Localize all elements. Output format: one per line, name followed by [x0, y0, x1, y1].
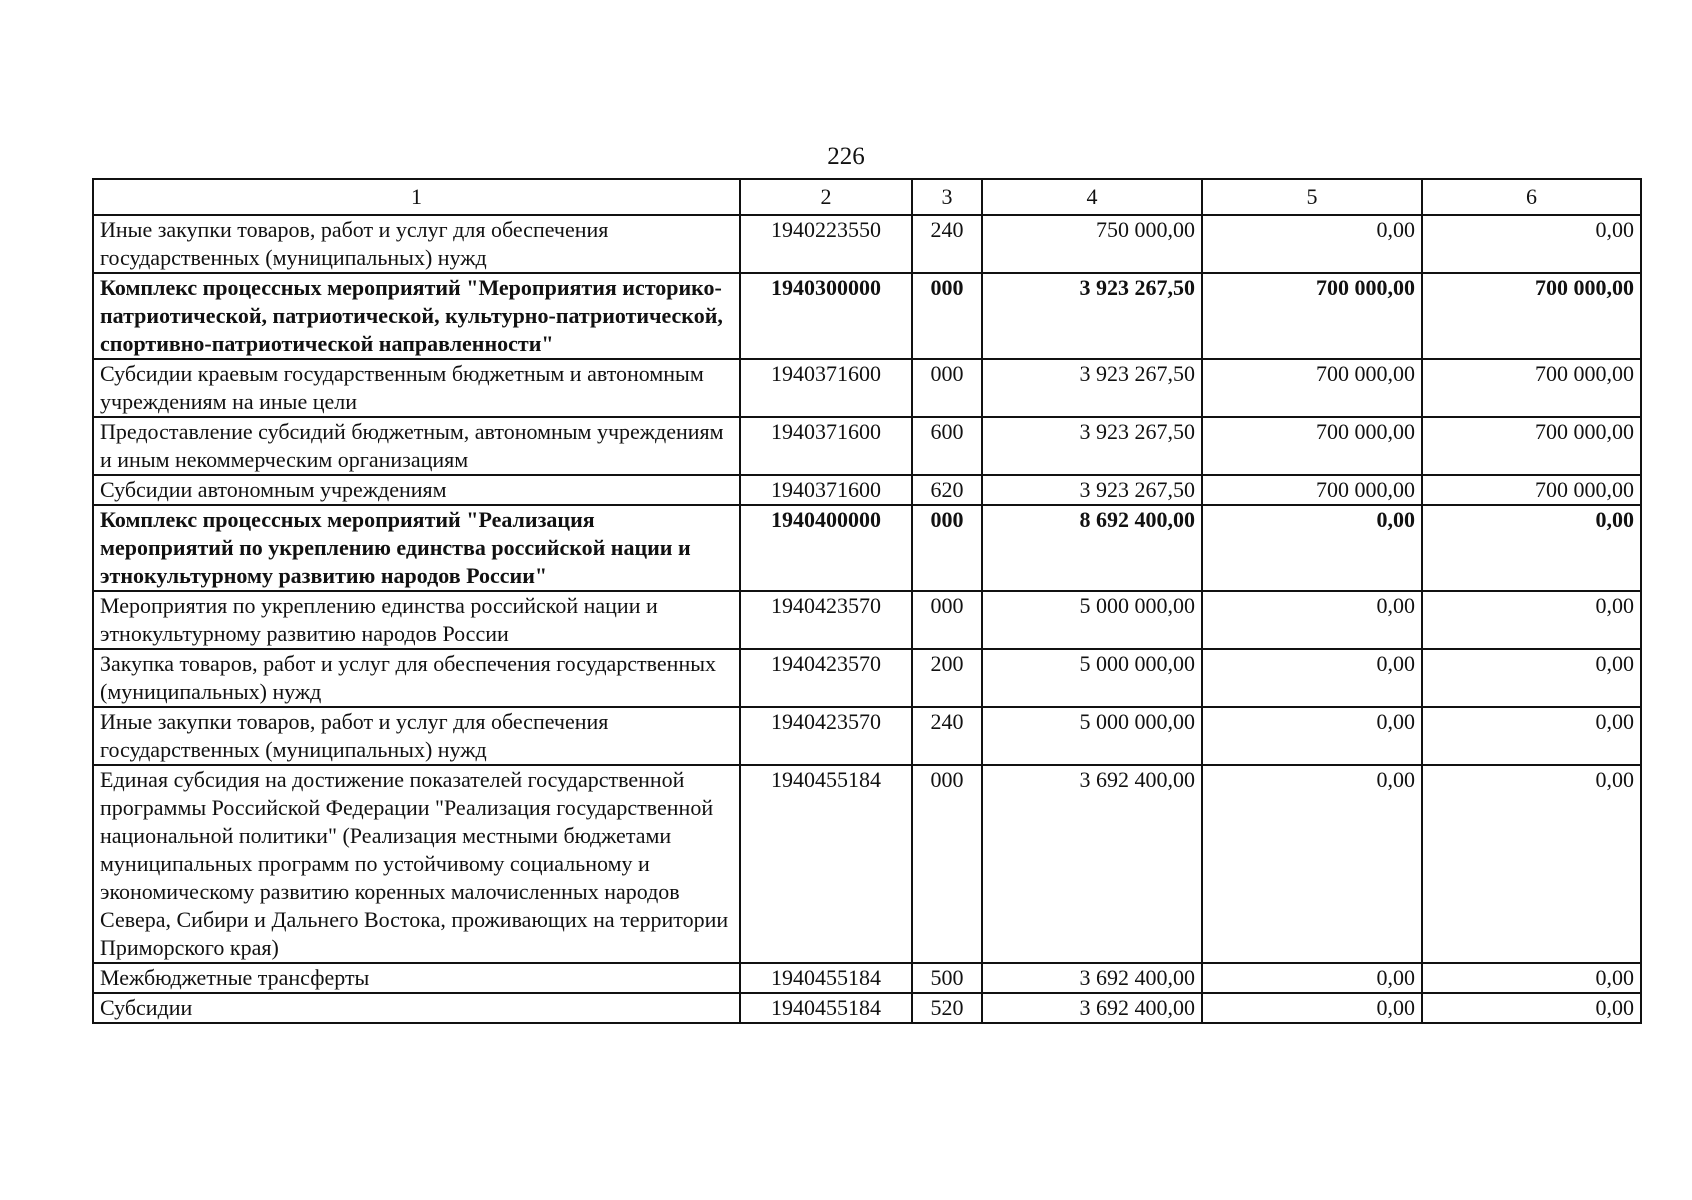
row-code-cell: 1940371600 — [740, 475, 912, 505]
row-name-cell: Мероприятия по укреплению единства российской нации и этнокультурному развитию народов России — [93, 591, 740, 649]
row-name-cell: Закупка товаров, работ и услуг для обеспечения государственных (муниципальных) нужд — [93, 649, 740, 707]
row-expense-type-cell: 520 — [912, 993, 982, 1023]
row-code-cell: 1940300000 — [740, 273, 912, 359]
row-amount-col4-cell: 3 923 267,50 — [982, 475, 1202, 505]
table-body — [93, 215, 1641, 1023]
header-col-4: 4 — [982, 179, 1202, 215]
row-code-cell: 1940455184 — [740, 765, 912, 963]
row-code-cell: 1940371600 — [740, 359, 912, 417]
row-code-cell: 1940400000 — [740, 505, 912, 591]
row-expense-type-cell: 240 — [912, 707, 982, 765]
row-amount-col6-cell: 700 000,00 — [1422, 417, 1641, 475]
row-amount-col4-cell: 3 692 400,00 — [982, 765, 1202, 963]
table-row — [93, 649, 1641, 707]
row-name-cell: Межбюджетные трансферты — [93, 963, 740, 993]
row-amount-col6-cell: 0,00 — [1422, 765, 1641, 963]
header-col-5: 5 — [1202, 179, 1422, 215]
row-amount-col5-cell: 700 000,00 — [1202, 359, 1422, 417]
table-row — [93, 591, 1641, 649]
row-code-cell: 1940423570 — [740, 707, 912, 765]
header-col-6: 6 — [1422, 179, 1641, 215]
row-expense-type-cell: 620 — [912, 475, 982, 505]
row-code-cell: 1940423570 — [740, 649, 912, 707]
row-amount-col6-cell: 700 000,00 — [1422, 273, 1641, 359]
row-expense-type-cell: 200 — [912, 649, 982, 707]
row-code-cell: 1940423570 — [740, 591, 912, 649]
row-amount-col6-cell: 0,00 — [1422, 993, 1641, 1023]
row-name-cell: Иные закупки товаров, работ и услуг для обеспечения государственных (муниципальных) нужд — [93, 707, 740, 765]
row-expense-type-cell: 000 — [912, 505, 982, 591]
header-col-3: 3 — [912, 179, 982, 215]
row-name-cell: Субсидии краевым государственным бюджетным и автономным учреждениям на иные цели — [93, 359, 740, 417]
row-name-cell: Комплекс процессных мероприятий "Реализация мероприятий по укреплению единства российской нации и этнокультурному развитию народов России" — [93, 505, 740, 591]
budget-table — [92, 178, 1642, 1024]
row-amount-col5-cell: 0,00 — [1202, 993, 1422, 1023]
row-amount-col5-cell: 0,00 — [1202, 963, 1422, 993]
row-amount-col5-cell: 0,00 — [1202, 649, 1422, 707]
row-amount-col6-cell: 700 000,00 — [1422, 359, 1641, 417]
row-amount-col4-cell: 5 000 000,00 — [982, 591, 1202, 649]
row-amount-col5-cell: 0,00 — [1202, 591, 1422, 649]
table-row — [93, 765, 1641, 963]
row-expense-type-cell: 600 — [912, 417, 982, 475]
header-row — [93, 179, 1641, 215]
row-amount-col5-cell: 700 000,00 — [1202, 475, 1422, 505]
row-name-cell: Субсидии автономным учреждениям — [93, 475, 740, 505]
row-amount-col5-cell: 0,00 — [1202, 505, 1422, 591]
row-amount-col6-cell: 0,00 — [1422, 963, 1641, 993]
table-row — [93, 215, 1641, 273]
header-col-2: 2 — [740, 179, 912, 215]
row-name-cell: Предоставление субсидий бюджетным, автономным учреждениям и иным некоммерческим организациям — [93, 417, 740, 475]
table-row — [93, 273, 1641, 359]
row-expense-type-cell: 000 — [912, 359, 982, 417]
row-amount-col6-cell: 0,00 — [1422, 649, 1641, 707]
header-col-1: 1 — [93, 179, 740, 215]
row-amount-col4-cell: 3 923 267,50 — [982, 273, 1202, 359]
row-code-cell: 1940455184 — [740, 993, 912, 1023]
row-code-cell: 1940455184 — [740, 963, 912, 993]
table-row — [93, 707, 1641, 765]
row-amount-col5-cell: 0,00 — [1202, 707, 1422, 765]
row-name-cell: Комплекс процессных мероприятий "Мероприятия историко-патриотической, патриотической, культурно-патриотической, спортивно-патриотической направленности" — [93, 273, 740, 359]
row-amount-col4-cell: 750 000,00 — [982, 215, 1202, 273]
table-row — [93, 505, 1641, 591]
row-amount-col4-cell: 3 692 400,00 — [982, 993, 1202, 1023]
row-amount-col6-cell: 0,00 — [1422, 707, 1641, 765]
row-amount-col4-cell: 5 000 000,00 — [982, 649, 1202, 707]
row-amount-col5-cell: 700 000,00 — [1202, 417, 1422, 475]
row-name-cell: Субсидии — [93, 993, 740, 1023]
row-code-cell: 1940371600 — [740, 417, 912, 475]
row-amount-col5-cell: 0,00 — [1202, 215, 1422, 273]
table-row — [93, 963, 1641, 993]
row-amount-col4-cell: 3 923 267,50 — [982, 417, 1202, 475]
row-expense-type-cell: 240 — [912, 215, 982, 273]
page-number: 226 — [827, 143, 865, 170]
table-row — [93, 993, 1641, 1023]
row-amount-col5-cell: 700 000,00 — [1202, 273, 1422, 359]
row-expense-type-cell: 500 — [912, 963, 982, 993]
table-row — [93, 417, 1641, 475]
table-row — [93, 475, 1641, 505]
table-row — [93, 359, 1641, 417]
row-amount-col4-cell: 3 923 267,50 — [982, 359, 1202, 417]
row-expense-type-cell: 000 — [912, 273, 982, 359]
row-amount-col4-cell: 5 000 000,00 — [982, 707, 1202, 765]
row-name-cell: Единая субсидия на достижение показателей государственной программы Российской Федерации "Реализация государственной национальной политики" (Реализация местными бюджетами муниципальных программ по устойчивому социальному и экономическому развитию коренных малочисленных народов Севера, Сибири и Дальнего Востока, проживающих на территории Приморского края) — [93, 765, 740, 963]
row-amount-col5-cell: 0,00 — [1202, 765, 1422, 963]
row-amount-col6-cell: 700 000,00 — [1422, 475, 1641, 505]
row-code-cell: 1940223550 — [740, 215, 912, 273]
row-amount-col4-cell: 8 692 400,00 — [982, 505, 1202, 591]
row-amount-col4-cell: 3 692 400,00 — [982, 963, 1202, 993]
row-expense-type-cell: 000 — [912, 765, 982, 963]
row-amount-col6-cell: 0,00 — [1422, 505, 1641, 591]
row-expense-type-cell: 000 — [912, 591, 982, 649]
row-amount-col6-cell: 0,00 — [1422, 591, 1641, 649]
row-amount-col6-cell: 0,00 — [1422, 215, 1641, 273]
row-name-cell: Иные закупки товаров, работ и услуг для обеспечения государственных (муниципальных) нужд — [93, 215, 740, 273]
